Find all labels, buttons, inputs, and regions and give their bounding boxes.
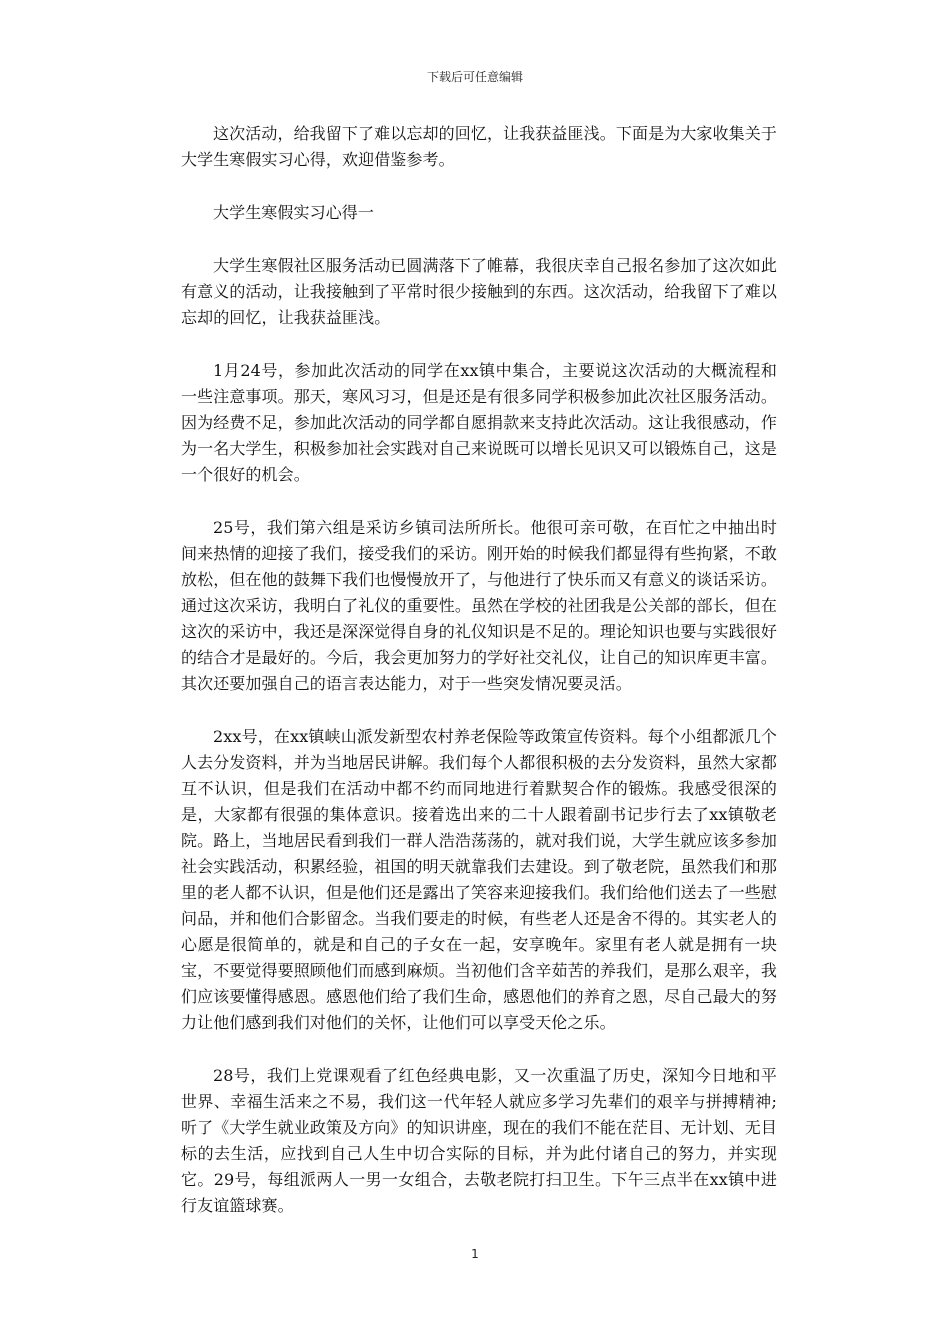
body-paragraph: 28号，我们上党课观看了红色经典电影，又一次重温了历史，深知今日地和平世界、幸福生活来之不易，我们这一代年轻人就应多学习先辈们的艰辛与拼搏精神;听了《大学生就业政策及方向》的知识讲座，现在的我们不能在茫目、无计划、无目标的去生活，应找到自己人生中切合实际的目标，并为此付诸自己的努力，并实现它。29号，每组派两人一男一女组合，去敬老院打扫卫生。下午三点半在xx镇中进行友谊篮球赛。	[181, 1066, 777, 1215]
body-paragraph: 25号，我们第六组是采访乡镇司法所所长。他很可亲可敬，在百忙之中抽出时间来热情的迎接了我们，接受我们的采访。刚开始的时候我们都显得有些拘紧，不敢放松，但在他的鼓舞下我们也慢慢放开了，与他进行了快乐而又有意义的谈话采访。通过这次采访，我明白了礼仪的重要性。虽然在学校的社团我是公关部的部长，但在这次的采访中，我还是深深觉得自身的礼仪知识是不足的。理论知识也要与实践很好的结合才是最好的。今后，我会更加努力的学好社交礼仪，让自己的知识库更丰富。其次还要加强自己的语言表达能力，对于一些突发情况要灵活。	[181, 518, 777, 693]
page-header: 下载后可任意编辑	[426, 70, 523, 84]
body-paragraph: 2xx号，在xx镇峡山派发新型农村养老保险等政策宣传资料。每个小组都派几个人去分发资料，并为当地居民讲解。我们每个人都很积极的去分发资料，虽然大家都互不认识，但是我们在活动中都不约而同地进行着默契合作的锻炼。我感受很深的是，大家都有很强的集体意识。接着选出来的二十人跟着副书记步行去了xx镇敬老院。路上，当地居民看到我们一群人浩浩荡荡的，就对我们说，大学生就应该多参加社会实践活动，积累经验，祖国的明天就靠我们去建设。到了敬老院，虽然我们和那里的老人都不认识，但是他们还是露出了笑容来迎接我们。我们给他们送去了一些慰问品，并和他们合影留念。当我们要走的时候，有些老人还是舍不得的。其实老人的心愿是很简单的，就是和自己的子女在一起，安享晚年。家里有老人就是拥有一块宝，不要觉得要照顾他们而感到麻烦。当初他们含辛茹苦的养我们，是那么艰辛，我们应该要懂得感恩。感恩他们给了我们生命，感恩他们的养育之恩，尽自己最大的努力让他们感到我们对他们的关怀，让他们可以享受天伦之乐。	[181, 727, 777, 1032]
intro-paragraph: 这次活动，给我留下了难以忘却的回忆，让我获益匪浅。下面是为大家收集关于大学生寒假实习心得，欢迎借鉴参考。	[181, 124, 777, 169]
body-paragraph: 1月24号，参加此次活动的同学在xx镇中集合，主要说这次活动的大概流程和一些注意事项。那天，寒风习习，但是还是有很多同学积极参加此次社区服务活动。因为经费不足，参加此次活动的同学都自愿捐款来支持此次活动。这让我很感动，作为一名大学生，积极参加社会实践对自己来说既可以增长见识又可以锻炼自己，这是一个很好的机会。	[181, 361, 777, 484]
page-number: 1	[471, 1247, 479, 1261]
body-paragraph: 大学生寒假社区服务活动已圆满落下了帷幕，我很庆幸自己报名参加了这次如此有意义的活动，让我接触到了平常时很少接触到的东西。这次活动，给我留下了难以忘却的回忆，让我获益匪浅。	[181, 256, 777, 327]
section-heading: 大学生寒假实习心得一	[213, 203, 375, 222]
document-body	[181, 121, 777, 1246]
